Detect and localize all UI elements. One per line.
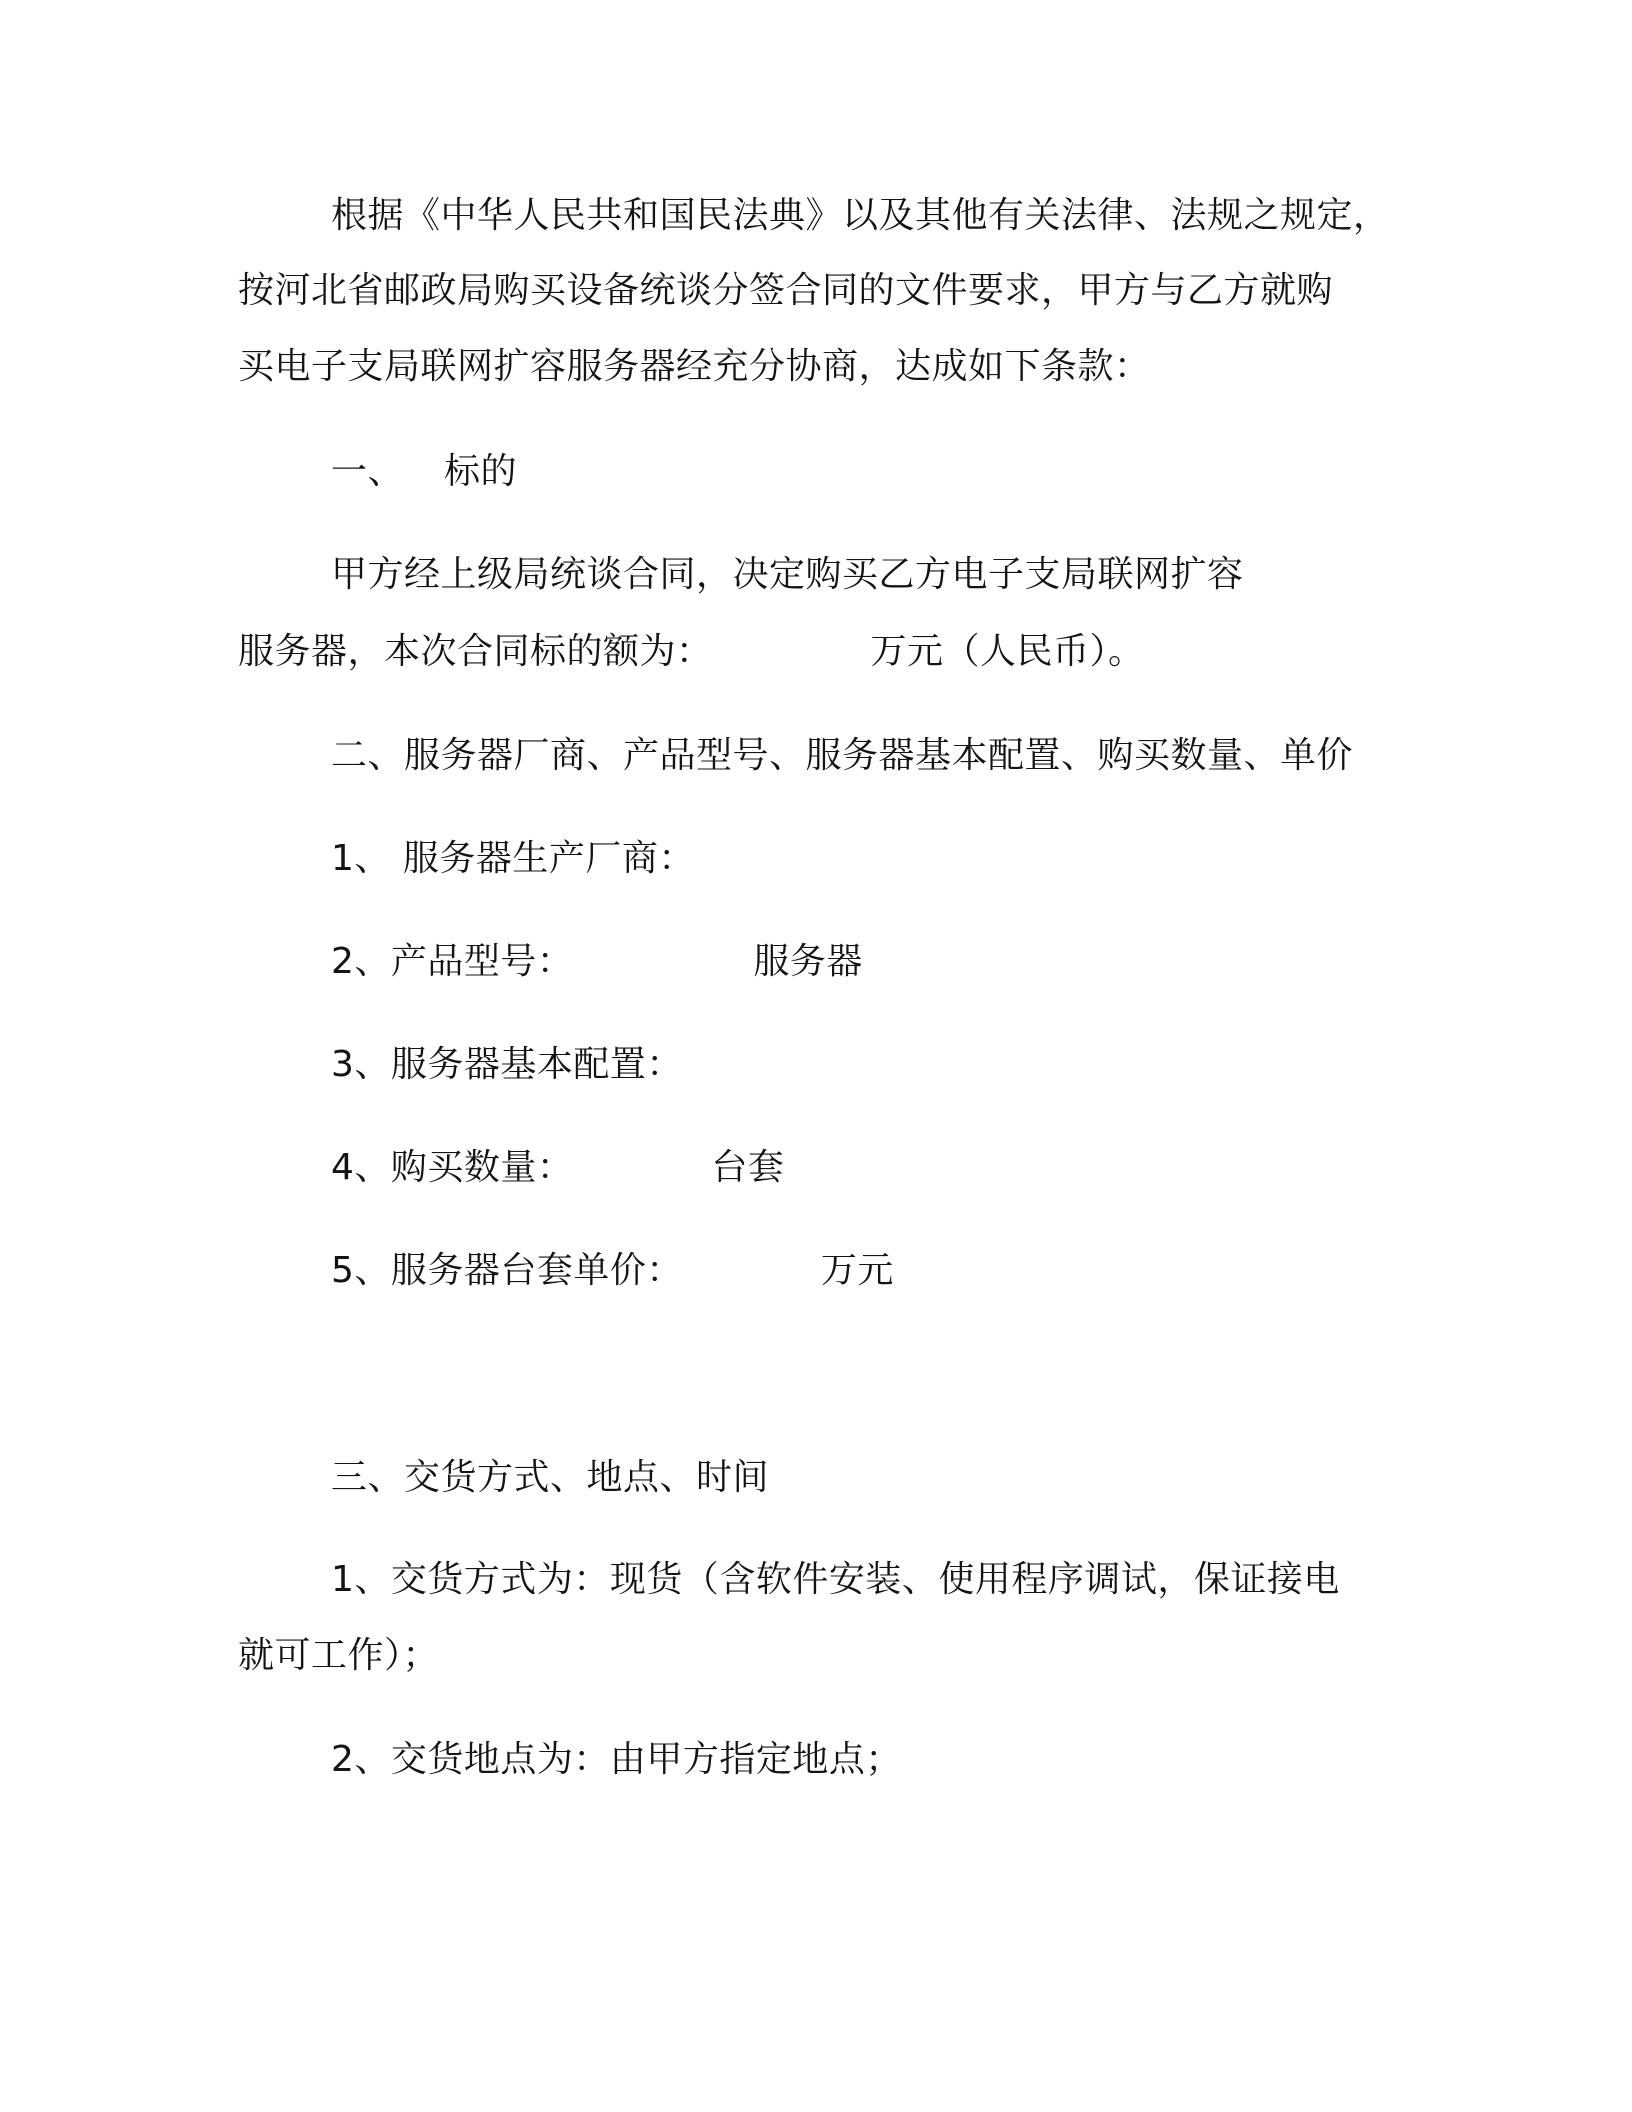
- section-2-heading: 二、服务器厂商、产品型号、服务器基本配置、购买数量、单价: [331, 735, 1354, 776]
- section-1-number: 一、: [331, 451, 405, 492]
- section-1-heading: [331, 449, 517, 495]
- section-3-heading: 三、交货方式、地点、时间: [331, 1457, 770, 1498]
- intro-line-1: 根据《中华人民共和国民法典》以及其他有关法律、法规之规定，: [331, 195, 1390, 236]
- server-manufacturer-item: [331, 836, 695, 882]
- purchase-quantity-label: 4、购买数量：: [331, 1147, 574, 1188]
- server-config-label: 3、服务器基本配置：: [331, 1044, 683, 1085]
- delivery-method-line-2: 就可工作）；: [238, 1635, 440, 1676]
- contract-amount-label: 服务器，本次合同标的额为：: [238, 631, 713, 672]
- unit-price-item: [331, 1248, 894, 1294]
- contract-amount-unit: 万元（人民币）。: [870, 631, 1145, 672]
- section-1-title: 标的: [444, 451, 518, 492]
- delivery-location: 2、交货地点为：由甲方指定地点；: [331, 1739, 902, 1780]
- unit-price-unit: 万元: [820, 1250, 894, 1291]
- server-config-item: [331, 1042, 683, 1088]
- section-1-body-line-2: [238, 629, 1145, 675]
- purchase-quantity-unit: 台套: [711, 1147, 785, 1188]
- delivery-method-line-1: 1、交货方式为：现货（含软件安装、使用程序调试，保证接电: [331, 1559, 1340, 1600]
- product-model-value: 服务器: [753, 941, 863, 982]
- product-model-item: [331, 939, 863, 985]
- intro-line-3: 买电子支局联网扩容服务器经充分协商，达成如下条款：: [238, 346, 1151, 387]
- server-manufacturer-label: 1、 服务器生产厂商：: [331, 838, 695, 879]
- product-model-label: 2、产品型号：: [331, 941, 574, 982]
- intro-line-2: 按河北省邮政局购买设备统谈分签合同的文件要求，甲方与乙方就购: [238, 270, 1334, 311]
- section-1-body-line-1: 甲方经上级局统谈合同，决定购买乙方电子支局联网扩容: [331, 554, 1244, 595]
- purchase-quantity-item: [331, 1145, 784, 1191]
- unit-price-label: 5、服务器台套单价：: [331, 1250, 683, 1291]
